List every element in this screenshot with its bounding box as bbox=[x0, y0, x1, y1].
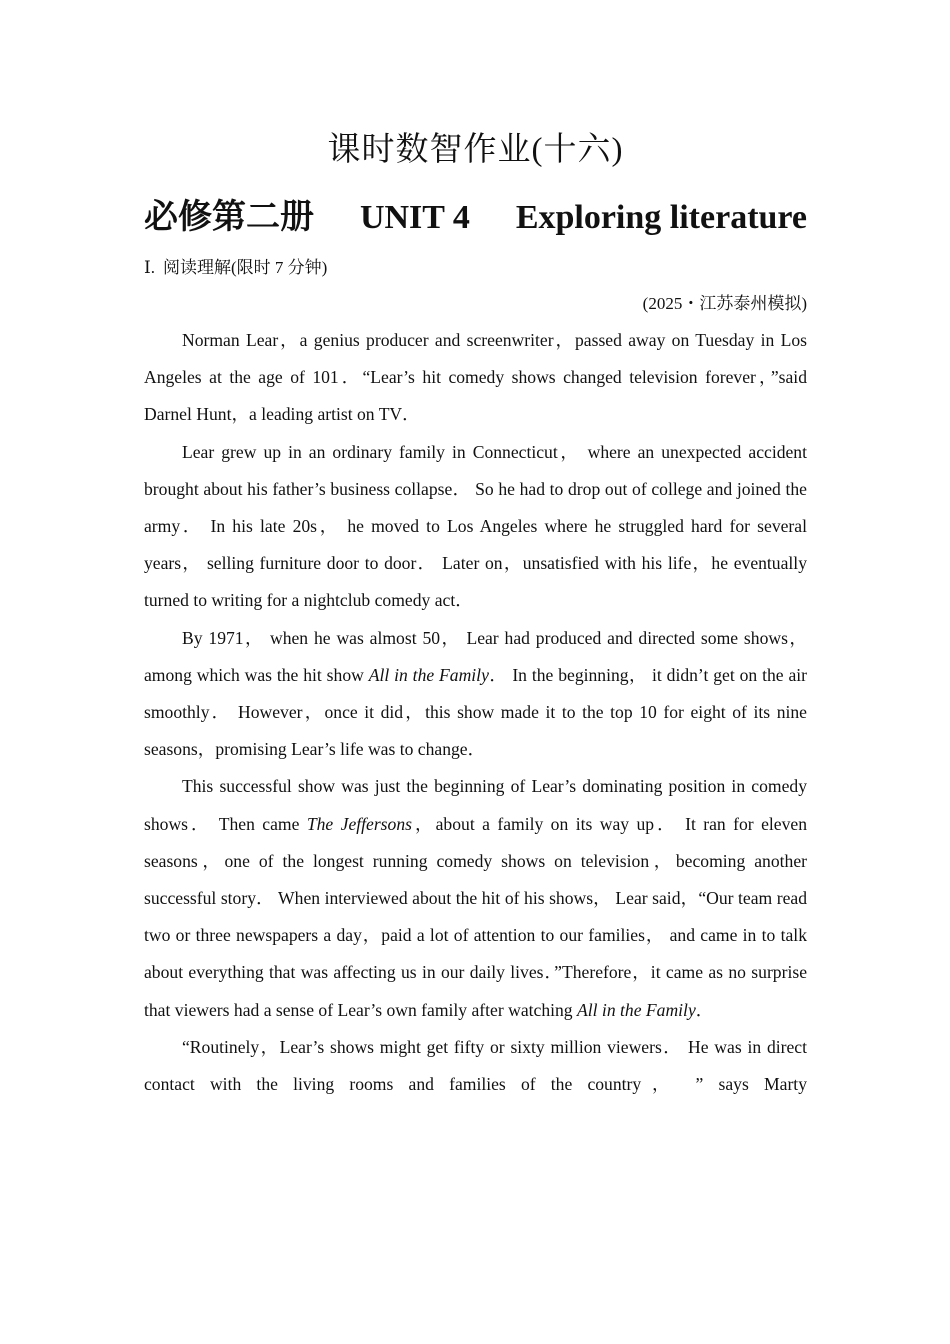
paragraph-4 bbox=[144, 768, 807, 1028]
paragraph-3 bbox=[144, 620, 807, 769]
paragraph-1: Norman Lear，a genius producer and screenwriter，passed away on Tuesday in Los Angeles at the age of 101．“Lear’s hit comedy shows changed television forever，”said Darnel Hunt，a leading artist on TV． bbox=[144, 330, 807, 425]
show-title-all-in-the-family-2: All in the Family bbox=[577, 999, 696, 1020]
source-note: (2025・江苏泰州模拟) bbox=[642, 294, 807, 313]
unit-heading bbox=[144, 192, 807, 244]
paragraph-4-text-b: ，about a family on its way up． It ran for eleven seasons，one of the longest running comedy shows on television，becoming another successful story． When interviewed about the hit of his shows， Lear said，“Our team read two or three newspapers a day，paid a lot of attention to our families， and came in to talk about everything that was affecting us in our daily lives．”Therefore，it came as no surprise that viewers had a sense of Lear’s own family after watching bbox=[144, 813, 807, 1020]
paragraph-5: “Routinely，Lear’s shows might get fifty or sixty million viewers． He was in direct contact with the living rooms and families of the country， ” says Marty bbox=[144, 1036, 807, 1095]
paragraph-2: Lear grew up in an ordinary family in Connecticut， where an unexpected accident brought about his father’s business collapse． So he had to drop out of college and joined the army． In his late 20s， he moved to Los Angeles where he struggled hard for several years， selling furniture door to door． Later on，unsatisfied with his life，he eventually turned to writing for a nightclub comedy act． bbox=[144, 441, 807, 611]
section-name: 阅读理解 bbox=[162, 258, 231, 277]
page-title: 课时数智作业(十六) bbox=[327, 132, 624, 168]
paragraph-3-text-b: ． In the beginning， it didn’t get on the air smoothly． However，once it did，this show made it to the top 10 for eight of its nine seasons，promising Lear’s life was to change． bbox=[144, 664, 807, 760]
section-number: Ⅰ. bbox=[144, 258, 155, 277]
unit-topic: Exploring literature bbox=[515, 199, 807, 236]
paragraph-4-text-a: This successful show was just the beginning of Lear’s dominating position in comedy shows． Then came bbox=[144, 776, 807, 834]
section-time-limit: (限时 7 分钟) bbox=[230, 258, 328, 277]
section-heading bbox=[144, 256, 807, 280]
unit-label: UNIT 4 bbox=[359, 199, 470, 236]
book-label: 必修第二册 bbox=[144, 199, 314, 236]
paragraph-3-text-a: By 1971， when he was almost 50， Lear had produced and directed some shows， among which was the hit show bbox=[144, 627, 807, 685]
paragraph-4-text-c: ． bbox=[695, 999, 714, 1020]
show-title-the-jeffersons: The Jeffersons bbox=[306, 813, 412, 834]
show-title-all-in-the-family: All in the Family bbox=[368, 664, 489, 685]
